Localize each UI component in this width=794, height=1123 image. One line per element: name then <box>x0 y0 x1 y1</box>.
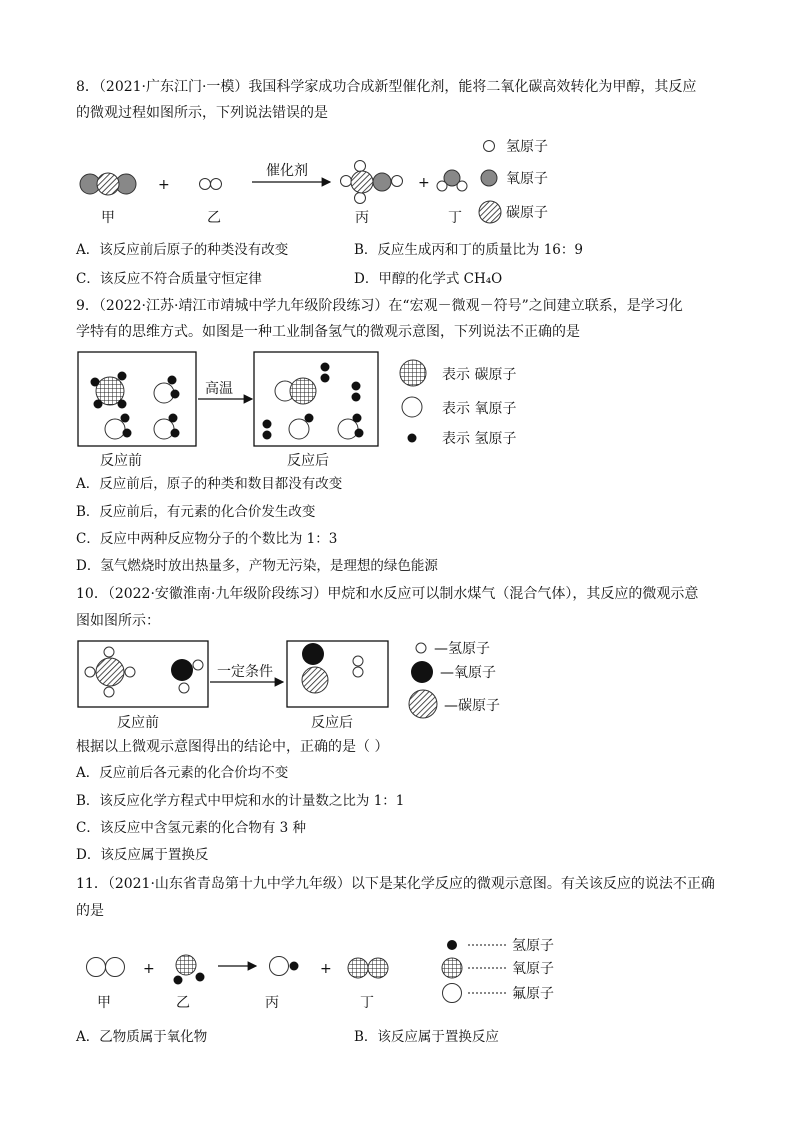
q11-stem-line1: 11．（2021·山东省青岛第十九中学九年级）以下是某化学反应的微观示意图。有关该反应的说法不正确 <box>76 876 715 892</box>
q10-legend-o: —氧原子 <box>440 665 496 681</box>
q8-molecule-bing <box>341 161 403 204</box>
q10-stem-line2: 图如图所示： <box>76 613 160 629</box>
q10-after-label: 反应后 <box>311 715 353 731</box>
q11-plus-1: + <box>143 961 155 977</box>
q8-legend-h-icon <box>484 141 495 152</box>
q11-label-yi: 乙 <box>176 995 190 1011</box>
q8-molecule-jia <box>80 173 136 195</box>
q8-stem-line2: 的微观过程如图所示，下列说法错误的是 <box>76 105 328 121</box>
q11-label-bing: 丙 <box>265 995 279 1011</box>
q9-before-label: 反应前 <box>100 453 142 469</box>
q11-legend-f-icon <box>443 984 462 1003</box>
q8-label-bing: 丙 <box>355 210 369 226</box>
q9-legend-h: 表示 氢原子 <box>442 431 517 447</box>
q9-legend-c: 表示 碳原子 <box>442 367 517 383</box>
q9-option-a: A．反应前后，原子的种类和数目都没有改变 <box>76 476 343 492</box>
q8-arrow-label: 催化剂 <box>266 163 308 179</box>
q10-box-after <box>287 641 388 707</box>
q9-legend-h-icon <box>408 434 417 443</box>
q10-legend-h-icon <box>416 643 426 653</box>
q11-option-a: A．乙物质属于氧化物 <box>76 1029 208 1045</box>
q11-label-ding: 丁 <box>360 995 374 1011</box>
q9-option-c: C．反应中两种反应物分子的个数比为 1：3 <box>76 531 338 547</box>
q9-legend-c-icon <box>400 360 426 386</box>
q10-option-c: C．该反应中含氢元素的化合物有 3 种 <box>76 820 307 836</box>
q9-option-b: B．反应前后，有元素的化合价发生改变 <box>76 504 316 520</box>
q8-legend-c-icon <box>479 201 501 223</box>
q10-stem-line1: 10．（2022·安徽淮南·九年级阶段练习）甲烷和水反应可以制水煤气（混合气体），其反应的微观示意 <box>76 586 699 602</box>
q9-legend-o-icon <box>402 397 422 417</box>
q8-option-d: D．甲醇的化学式 CH₄O <box>354 271 503 287</box>
q8-stem-line1: 8．（2021·广东江门·一模）我国科学家成功合成新型催化剂，能将二氧化碳高效转化为甲醇，其反应 <box>76 79 697 95</box>
q10-legend-c-icon <box>409 690 437 718</box>
q9-option-d: D．氢气燃烧时放出热量多，产物无污染，是理想的绿色能源 <box>76 558 438 574</box>
q11-legend-h-icon <box>447 940 457 950</box>
q10-option-b: B．该反应化学方程式中甲烷和水的计量数之比为 1：1 <box>76 793 405 809</box>
q11-molecule-bing <box>270 957 299 976</box>
q8-legend-o-icon <box>481 170 497 186</box>
q11-stem-line2: 的是 <box>76 903 104 919</box>
q9-ch4 <box>91 372 127 409</box>
q8-option-b: B．反应生成丙和丁的质量比为 16：9 <box>354 242 583 258</box>
q9-arrow-label: 高温 <box>205 381 233 397</box>
q10-ch4 <box>85 647 135 697</box>
q8-plus-2: + <box>418 175 430 191</box>
q11-molecule-jia <box>87 958 125 977</box>
q8-legend-c: 碳原子 <box>506 205 548 221</box>
q8-molecule-yi <box>200 179 222 190</box>
q8-option-c: C．该反应不符合质量守恒定律 <box>76 271 262 287</box>
q11-legend-f: 氟原子 <box>512 986 554 1002</box>
q10-legend-h: —氢原子 <box>434 641 490 657</box>
q8-label-yi: 乙 <box>207 210 221 226</box>
q9-stem-line2: 学特有的思维方式。如图是一种工业制备氢气的微观示意图，下列说法不正确的是 <box>76 324 580 340</box>
q8-legend-o: 氧原子 <box>506 171 548 187</box>
q9-after-label: 反应后 <box>287 453 329 469</box>
q9-stem-line1: 9．（2022·江苏·靖江市靖城中学九年级阶段练习）在“宏观－微观－符号”之间建立联系，是学习化 <box>76 298 683 314</box>
q10-h2o <box>171 659 203 693</box>
q11-label-jia: 甲 <box>97 995 111 1011</box>
q11-legend-o: 氧原子 <box>512 961 554 977</box>
q11-legend-o-icon <box>442 958 462 978</box>
q10-before-label: 反应前 <box>117 715 159 731</box>
q11-option-b: B．该反应属于置换反应 <box>354 1029 499 1045</box>
q9-products <box>263 363 364 440</box>
q8-legend-h: 氢原子 <box>506 139 548 155</box>
q10-products <box>302 643 363 693</box>
q10-legend-o-icon <box>411 661 433 683</box>
q8-plus-1: + <box>158 177 170 193</box>
q8-option-a: A．该反应前后原子的种类没有改变 <box>76 242 289 258</box>
q10-arrow-label: 一定条件 <box>217 664 273 680</box>
q8-label-jia: 甲 <box>101 210 115 226</box>
q11-molecule-yi <box>174 955 205 985</box>
q10-question: 根据以上微观示意图得出的结论中，正确的是（ ） <box>76 739 389 755</box>
q10-legend-c: —碳原子 <box>444 698 500 714</box>
q8-molecule-ding <box>437 170 467 191</box>
q9-legend-o: 表示 氧原子 <box>442 401 517 417</box>
q10-option-a: A．反应前后各元素的化合价均不变 <box>76 765 289 781</box>
q11-molecule-ding <box>348 958 388 978</box>
q11-legend-h: 氢原子 <box>512 938 554 954</box>
q8-label-ding: 丁 <box>448 210 462 226</box>
q10-option-d: D．该反应属于置换反 <box>76 847 209 863</box>
q11-plus-2: + <box>320 961 332 977</box>
